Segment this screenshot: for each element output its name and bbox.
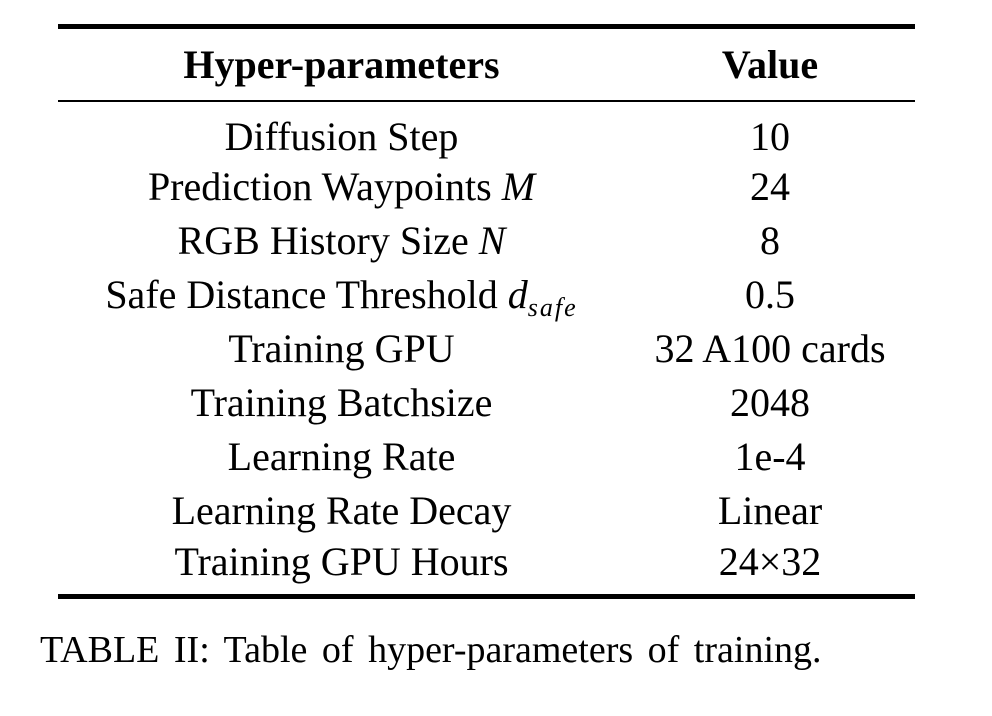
value-cell: 24×32 — [718, 538, 822, 584]
param-cell — [58, 160, 625, 214]
value-cell: 32 A100 cards — [654, 326, 886, 371]
table-row — [58, 160, 915, 214]
table-row — [58, 376, 915, 430]
param-cell — [58, 101, 625, 160]
value-cell: 10 — [750, 113, 790, 159]
param-label: Training Batchsize — [190, 380, 493, 425]
param-label: Diffusion Step — [224, 113, 459, 159]
param-cell — [58, 268, 625, 322]
hyperparameters-table — [58, 24, 915, 599]
math-symbol: M — [501, 164, 536, 209]
table-row — [58, 484, 915, 538]
table-body — [58, 101, 915, 597]
value-cell: 0.5 — [745, 272, 795, 317]
param-label: RGB History Size — [177, 218, 469, 263]
table-row — [58, 538, 915, 597]
header-row — [58, 27, 915, 101]
table-row — [58, 322, 915, 376]
value-cell: 24 — [750, 164, 790, 209]
header-value-column: Value — [721, 41, 819, 87]
header-param-column: Hyper-parameters — [183, 41, 500, 87]
param-cell — [58, 430, 625, 484]
param-label: Prediction Waypoints — [147, 164, 492, 209]
math-symbol: N — [478, 218, 506, 263]
param-cell — [58, 538, 625, 597]
value-cell: 8 — [760, 218, 780, 263]
param-label: Safe Distance Threshold — [105, 272, 498, 317]
param-cell — [58, 484, 625, 538]
table-row — [58, 214, 915, 268]
param-cell — [58, 376, 625, 430]
value-cell: 1e-4 — [734, 434, 806, 479]
table-header — [58, 27, 915, 101]
value-cell: 2048 — [730, 380, 810, 425]
param-label: Learning Rate Decay — [171, 488, 512, 533]
table-caption: TABLE II: Table of hyper-parameters of training. — [40, 628, 822, 671]
param-label: Training GPU Hours — [174, 538, 509, 584]
math-symbol: d — [507, 272, 528, 317]
param-cell — [58, 322, 625, 376]
param-label: Training GPU — [228, 326, 455, 371]
table-row — [58, 268, 915, 322]
param-cell — [58, 214, 625, 268]
table-row — [58, 430, 915, 484]
param-label: Learning Rate — [227, 434, 456, 479]
table-row — [58, 101, 915, 160]
math-subscript: safe — [527, 293, 578, 322]
value-cell: Linear — [717, 488, 823, 533]
